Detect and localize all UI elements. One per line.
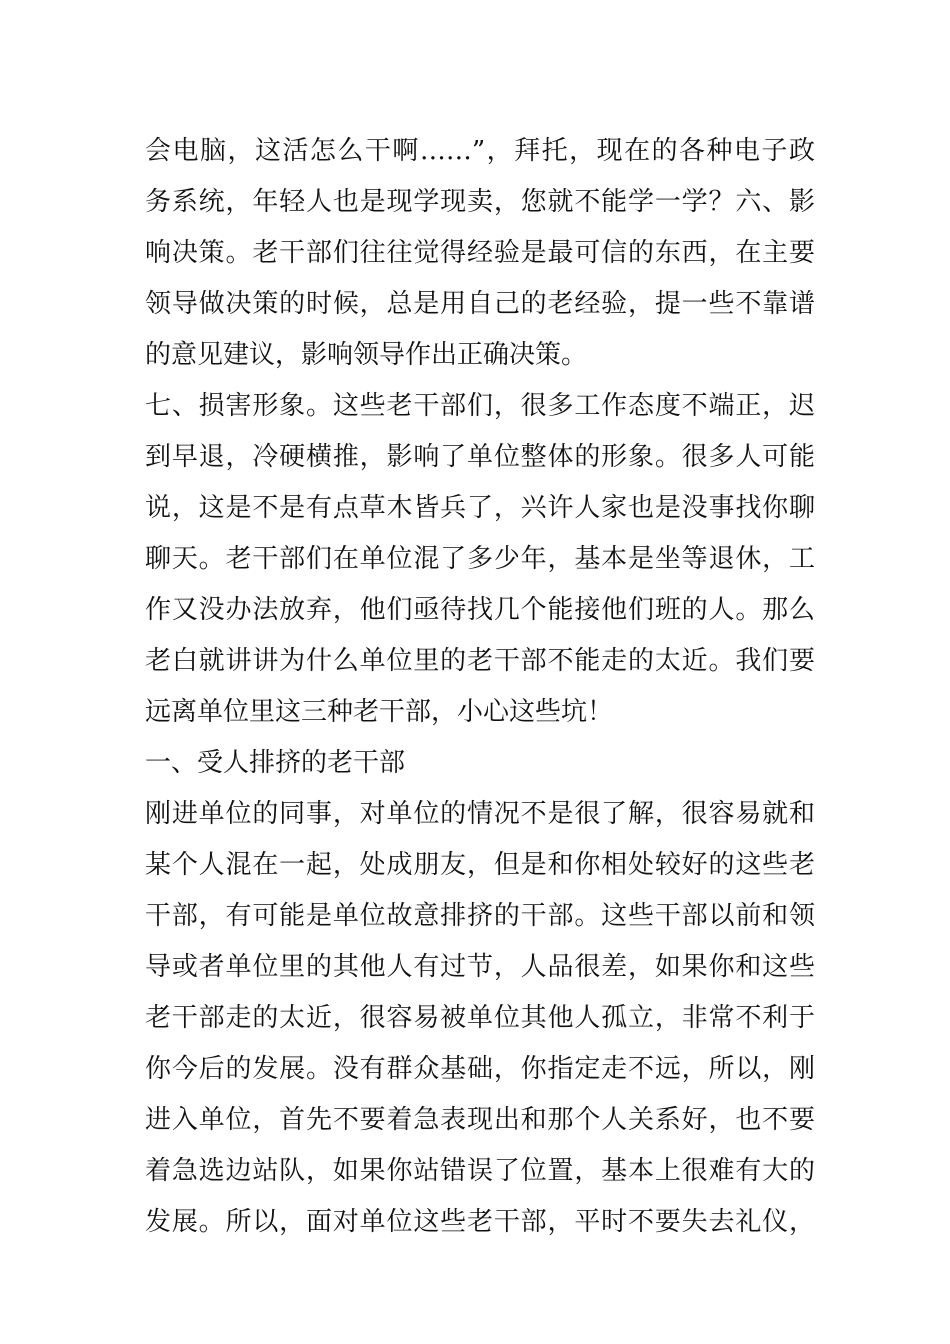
text-line: 老干部走的太近，很容易被单位其他人孤立，非常不利于 [145, 1003, 815, 1033]
text-line: 响决策。老干部们往往觉得经验是最可信的东西，在主要 [145, 238, 815, 268]
document-body [145, 126, 815, 1248]
section-heading: 一、受人排挤的老干部 [145, 748, 406, 778]
text-line: 领导做决策的时候，总是用自己的老经验，提一些不靠谱 [145, 289, 815, 319]
text-line: 作又没办法放弃，他们亟待找几个能接他们班的人。那么 [145, 595, 815, 625]
text-line: 会电脑，这活怎么干啊……”，拜托，现在的各种电子政 [145, 136, 815, 166]
text-line: 着急选边站队，如果你站错误了位置，基本上很难有大的 [145, 1156, 815, 1186]
text-line: 进入单位，首先不要着急表现出和那个人关系好，也不要 [145, 1105, 815, 1135]
text-line: 导或者单位里的其他人有过节，人品很差，如果你和这些 [145, 952, 815, 982]
text-line: 到早退，冷硬横推，影响了单位整体的形象。很多人可能 [145, 442, 815, 472]
text-line: 干部，有可能是单位故意排挤的干部。这些干部以前和领 [145, 901, 815, 931]
text-line: 老白就讲讲为什么单位里的老干部不能走的太近。我们要 [145, 646, 815, 676]
text-line: 七、损害形象。这些老干部们，很多工作态度不端正，迟 [145, 391, 815, 421]
text-line: 的意见建议，影响领导作出正确决策。 [145, 340, 588, 370]
text-line: 务系统，年轻人也是现学现卖，您就不能学一学？六、影 [145, 187, 815, 217]
text-line: 刚进单位的同事，对单位的情况不是很了解，很容易就和 [145, 799, 815, 829]
text-line: 发展。所以，面对单位这些老干部，平时不要失去礼仪， [145, 1207, 815, 1237]
text-line: 说，这是不是有点草木皆兵了，兴许人家也是没事找你聊 [145, 493, 815, 523]
text-line: 聊天。老干部们在单位混了多少年，基本是坐等退休，工 [145, 544, 815, 574]
text-line: 某个人混在一起，处成朋友，但是和你相处较好的这些老 [145, 850, 815, 880]
text-line: 你今后的发展。没有群众基础，你指定走不远，所以，刚 [145, 1054, 815, 1084]
text-line: 远离单位里这三种老干部，小心这些坑！ [145, 697, 614, 727]
